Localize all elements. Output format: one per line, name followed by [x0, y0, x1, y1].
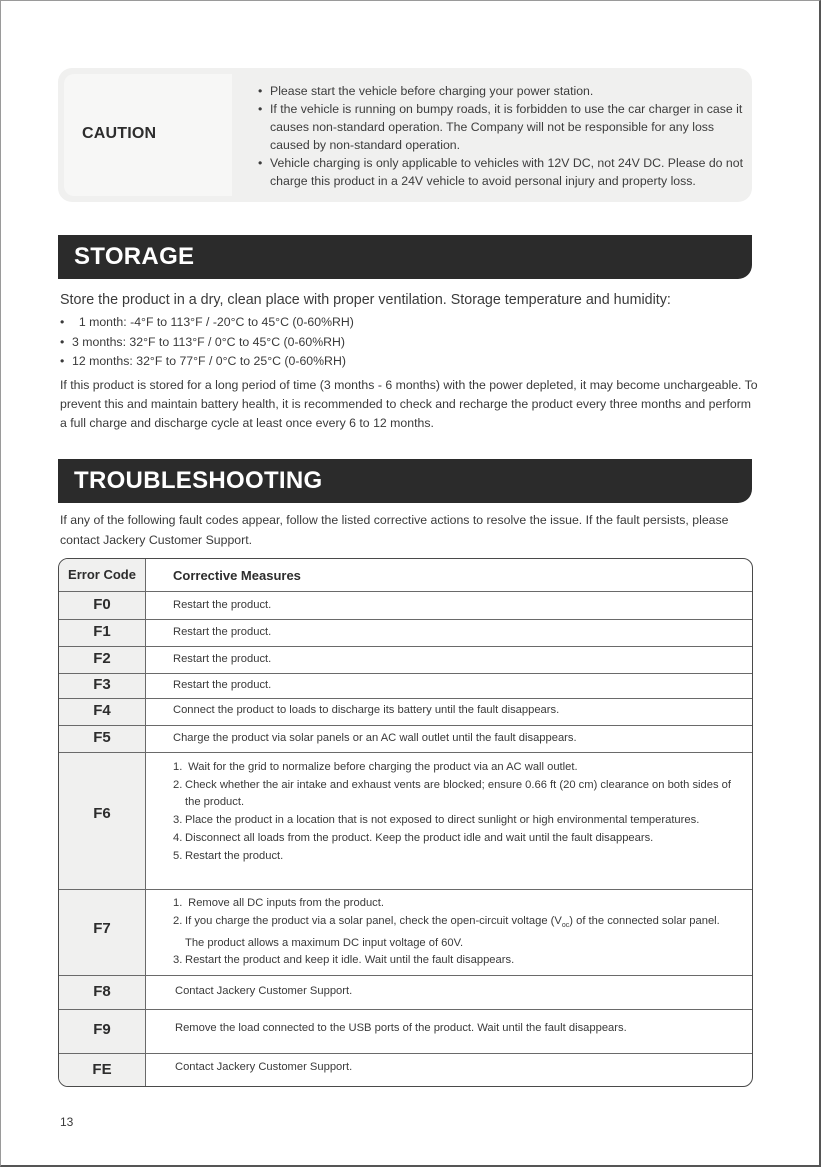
caution-list: [234, 82, 744, 190]
storage-heading: STORAGE: [74, 243, 195, 270]
header-error-code: Error Code: [68, 567, 136, 582]
error-code: F0: [93, 596, 111, 613]
corrective-steps: [173, 895, 732, 970]
table-row: [59, 975, 752, 1009]
table-row: [59, 646, 752, 673]
corrective-measure: Restart the product.: [173, 679, 272, 691]
step: 3. Place the product in a location that is not exposed to direct sunlight or high environmental temperatures.: [173, 814, 700, 827]
step: 5. Restart the product.: [173, 849, 284, 862]
storage-intro: Store the product in a dry, clean place with proper ventilation. Storage temperature and humidity:: [60, 292, 671, 308]
error-code: F2: [93, 650, 111, 667]
error-code: F9: [93, 1021, 111, 1038]
corrective-measure: Connect the product to loads to discharge its battery until the fault disappears.: [173, 704, 560, 716]
corrective-measure: Restart the product.: [173, 599, 272, 611]
table-row: [59, 591, 752, 619]
error-code: F7: [93, 920, 111, 937]
troubleshooting-heading: TROUBLESHOOTING: [74, 467, 323, 494]
caution-title: CAUTION: [82, 125, 157, 142]
caution-item: • Please start the vehicle before charging your power station.: [258, 84, 594, 98]
table-row: [59, 889, 752, 975]
table-row: [59, 619, 752, 646]
step: 2. Check whether the air intake and exhaust vents are blocked; ensure 0.66 ft (20 cm) clearance on both sides of the product.: [173, 778, 732, 809]
table-row: [59, 673, 752, 698]
caution-item: • If the vehicle is running on bumpy roads, it is forbidden to use the car charger in case it causes non-standard operation. The Company will not be responsible for any loss caused by non-standard operation.: [258, 102, 743, 152]
table-row: [59, 1053, 752, 1087]
error-code: F5: [93, 729, 111, 746]
corrective-measure: Contact Jackery Customer Support.: [175, 985, 353, 997]
fault-code-table: [58, 558, 753, 1087]
storage-item: • 1 month: -4°F to 113°F / -20°C to 45°C (0-60%RH): [60, 315, 354, 329]
troubleshooting-intro: If any of the following fault codes appear, follow the listed corrective actions to resolve the issue. If the fault persists, please contact Jackery Customer Support.: [60, 513, 729, 547]
table-header-row: [59, 559, 752, 591]
error-code: F6: [93, 805, 111, 822]
table-row: [59, 1009, 752, 1053]
troubleshooting-heading-bar: [58, 459, 752, 503]
step: 1. Wait for the grid to normalize before charging the product via an AC wall outlet.: [173, 761, 578, 773]
corrective-steps: [173, 759, 732, 865]
step: 2. If you charge the product via a solar panel, check the open-circuit voltage $(V_{oc})$ of the connected solar panel. The product allows a maximum DC input voltage of 60V.: [173, 914, 720, 949]
caution-item: • Vehicle charging is only applicable to vehicles with 12V DC, not 24V DC. Please do not charge this product in a 24V vehicle to avoid personal injury and property loss.: [258, 156, 744, 188]
corrective-measure: Contact Jackery Customer Support.: [175, 1061, 353, 1073]
step: 4. Disconnect all loads from the product. Keep the product idle and wait until the fault disappears.: [173, 831, 654, 844]
table-row: [59, 752, 752, 889]
error-code: F3: [93, 676, 111, 693]
table-row: [59, 698, 752, 725]
error-code: F1: [93, 623, 111, 640]
error-code: FE: [92, 1061, 112, 1078]
table-row: [59, 725, 752, 752]
storage-heading-bar: [58, 235, 752, 279]
step: 3. Restart the product and keep it idle. Wait until the fault disappears.: [173, 954, 515, 967]
corrective-measure: Remove the load connected to the USB ports of the product. Wait until the fault disappears.: [175, 1022, 627, 1034]
caution-box: [58, 68, 752, 202]
corrective-measure: Charge the product via solar panels or an AC wall outlet until the fault disappears.: [173, 732, 577, 744]
storage-item: • 3 months: 32°F to 113°F / 0°C to 45°C (0-60%RH): [60, 334, 346, 349]
header-corrective-measures: Corrective Measures: [173, 568, 301, 583]
storage-note: If this product is stored for a long period of time (3 months - 6 months) with the power depleted, it may become unchargeable. To prevent this and maintain battery health, it is recommended to check and recharge the product every three months and perform a full charge and discharge cycle at least once every 6 to 12 months.: [60, 378, 758, 430]
step: 1. Remove all DC inputs from the product.: [173, 897, 384, 909]
error-code: F4: [93, 702, 111, 719]
page-number: 13: [60, 1115, 74, 1129]
error-code: F8: [93, 983, 111, 1000]
storage-item: • 12 months: 32°F to 77°F / 0°C to 25°C (0-60%RH): [60, 354, 346, 368]
storage-list: [60, 313, 354, 372]
corrective-measure: Restart the product.: [173, 626, 272, 638]
corrective-measure: Restart the product.: [173, 653, 272, 665]
